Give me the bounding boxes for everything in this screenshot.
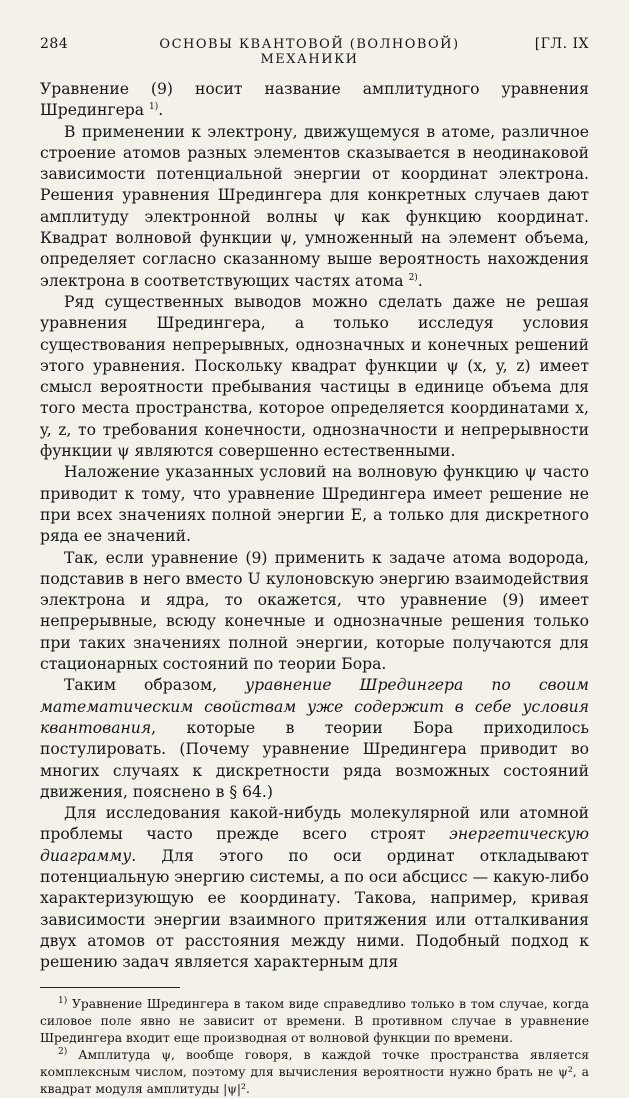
italic-statement: уравнение Шредингера по своим математическим свойствам уже содержит в себе условия квантования: [40, 676, 589, 737]
page-number: 284: [40, 36, 69, 52]
footnote-ref-2: 2): [408, 272, 418, 283]
running-title: ОСНОВЫ КВАНТОВОЙ (ВОЛНОВОЙ) МЕХАНИКИ: [159, 37, 460, 67]
main-text: [40, 79, 589, 973]
paragraph-7: Для исследования какой-нибудь молекулярной или атомной проблемы часто прежде всего строят энергетическую диаграмму. Для этого по оси ординат откладывают потенциальную энергию системы, а по оси абсцисс — какую-либо характеризующую ее координату. Такова, например, кривая зависимости энергии взаимного притяжения или отталкивания двух атомов от расстояния между ними. Подобный подход к решению задач является характерным для: [40, 804, 590, 972]
paragraph-3: Ряд существенных выводов можно сделать даже не решая уравнения Шредингера, а только исследуя условия существования непрерывных, однозначных и конечных решений этого уравнения. Поскольку квадрат функции ψ (x, y, z) имеет смысл вероятности пребывания частицы в единице объема для того места пространства, которое определяется координатами x, y, z, то требования конечности, однозначности и непрерывности функции ψ являются совершенно естественными.: [40, 292, 589, 461]
footnote-2: $^{2)}$ Амплитуда ψ, вообще говоря, в каждой точке пространства является комплексным числом, поэтому для вычисления вероятности нужно брать не ψ², а квадрат модуля амплитуды |ψ|².: [40, 1047, 589, 1097]
paragraph-2: В применении к электрону, движущемуся в атоме, различное строение атомов разных элементов сказывается в неодинаковой зависимости потенциальной энергии от координат электрона. Решения уравнения Шредингера для конкретных случаев дают амплитуду электронной волны ψ как функцию координат. Квадрат волновой функции ψ, умноженный на элемент объема, определяет согласно сказанному выше вероятность нахождения электрона в соответствующих частях атома $^{2)}$.: [40, 122, 589, 290]
footnotes: [40, 996, 589, 1098]
italic-term: энергетическую диаграмму: [40, 825, 589, 865]
paragraph-5: Так, если уравнение (9) применить к задаче атома водорода, подставив в него вместо U кулоновскую энергию взаимодействия электрона и ядра, то окажется, что уравнение (9) имеет непрерывные, всюду конечные и однозначные решения только при таких значениях полной энергии, которые получаются для стационарных состояний по теории Бора.: [40, 548, 589, 674]
paragraph-6: Таким образом, уравнение Шредингера по своим математическим свойствам уже содержит в себе условия квантования, которые в теории Бора приходилось постулировать. (Почему уравнение Шредингера приводит во многих случаях к дискретности ряда возможных состояний движения, пояснено в § 64.): [40, 676, 589, 801]
footnote-ref-1: 1): [149, 102, 159, 113]
paragraph-1: Уравнение (9) носит название амплитудного уравнения Шредингера $^{1)}$.: [40, 80, 589, 120]
footnote-divider: [40, 987, 180, 988]
footnote-1: $^{1)}$ Уравнение Шредингера в таком виде справедливо только в том случае, когда силовое поле явно не зависит от времени. В противном случае в уравнение Шредингера входит еще производная от волновой функции по времени.: [40, 996, 589, 1046]
chapter-label: [ГЛ. IX: [534, 36, 589, 52]
running-header: [40, 36, 589, 67]
paragraph-4: Наложение указанных условий на волновую функцию ψ часто приводит к тому, что уравнение Шредингера имеет решение не при всех значениях полной энергии E, а только для дискретного ряда ее значений.: [40, 463, 589, 546]
